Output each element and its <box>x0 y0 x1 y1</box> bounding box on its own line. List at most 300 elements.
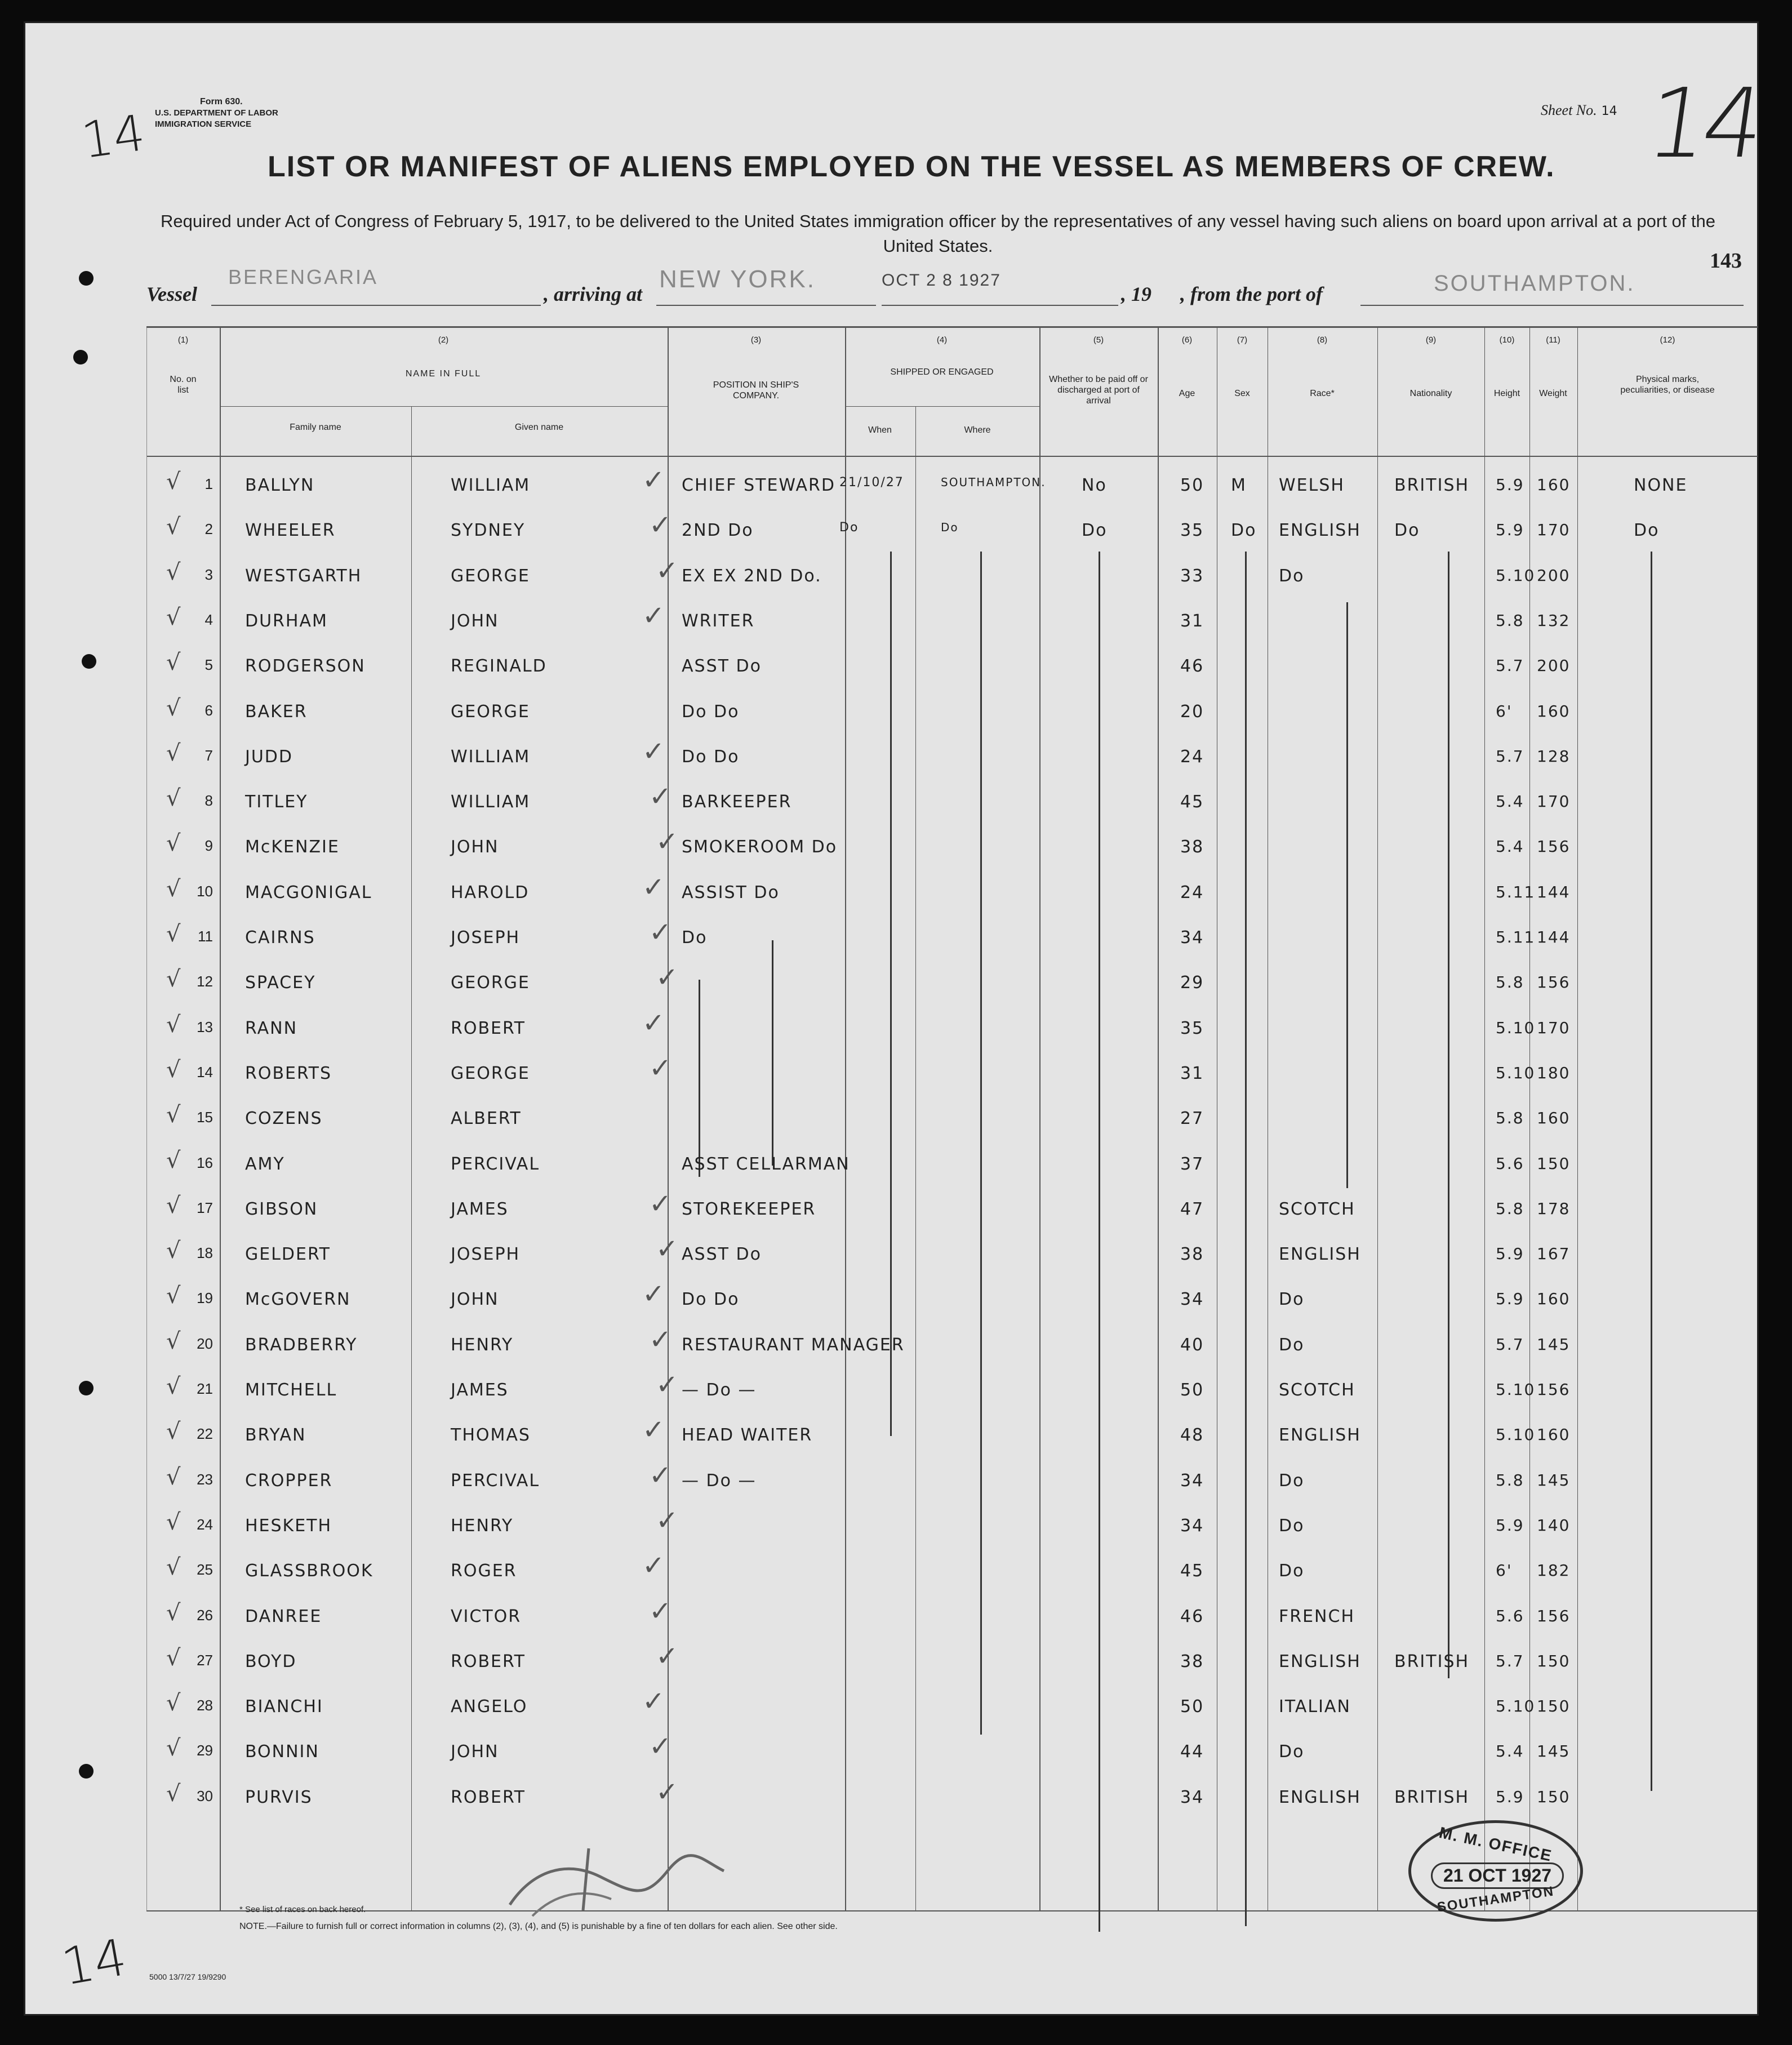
large-sheet-number: 14 <box>1640 68 1767 180</box>
age-cell: 31 <box>1180 1063 1204 1083</box>
header-given-name: Given name <box>514 423 564 432</box>
height-cell: 5.10 <box>1496 1380 1536 1399</box>
age-cell: 29 <box>1180 973 1204 993</box>
row-number-cell: 8 <box>204 792 213 810</box>
family-name-cell: BRYAN <box>245 1425 306 1446</box>
row-checkmark-icon: √ <box>166 1735 181 1762</box>
row-checkmark-icon: √ <box>166 650 181 676</box>
column-number: (9) <box>1425 335 1437 345</box>
column-number: (11) <box>1546 335 1560 345</box>
punch-hole <box>73 350 88 364</box>
family-name-cell: ROBERTS <box>245 1063 332 1083</box>
height-cell: 5.9 <box>1496 1515 1524 1535</box>
stamp-date: 21 OCT 1927 <box>1431 1862 1564 1889</box>
height-cell: 5.9 <box>1496 1787 1524 1806</box>
col-rule <box>1529 328 1530 1911</box>
row-number-cell: 3 <box>204 566 213 583</box>
age-cell: 45 <box>1180 792 1204 812</box>
sex-cell: Do <box>1231 521 1257 541</box>
family-name-cell: COZENS <box>245 1109 323 1129</box>
family-name-cell: SPACEY <box>245 973 316 993</box>
given-name-cell: JOSEPH <box>451 1244 521 1265</box>
age-cell: 34 <box>1180 928 1204 948</box>
age-cell: 50 <box>1180 1380 1204 1400</box>
race-cell: Do <box>1279 1561 1305 1581</box>
col-rule <box>845 328 846 1911</box>
height-cell: 5.7 <box>1496 656 1524 675</box>
header-bottom-rule <box>146 456 1758 457</box>
name-checkmark-icon: ✓ <box>656 1504 679 1536</box>
given-name-cell: WILLIAM <box>451 475 531 495</box>
department-name: U.S. DEPARTMENT OF LABOR <box>155 108 278 118</box>
weight-cell: 145 <box>1537 1742 1571 1761</box>
punch-hole <box>79 271 94 286</box>
sheet-label: Sheet No. <box>1541 102 1597 118</box>
name-checkmark-icon: ✓ <box>649 1323 672 1355</box>
name-checkmark-icon: ✓ <box>642 1550 665 1582</box>
race-cell: Do <box>1279 566 1305 586</box>
column-number: (5) <box>1093 335 1104 345</box>
weight-cell: 160 <box>1537 1425 1571 1444</box>
position-cell: ASST Do <box>682 656 762 677</box>
weight-cell: 156 <box>1537 837 1571 856</box>
arrival-date: OCT 2 8 1927 <box>882 271 1001 290</box>
row-number-cell: 9 <box>204 837 213 855</box>
race-cell: SCOTCH <box>1279 1199 1355 1219</box>
row-checkmark-icon: √ <box>166 1599 181 1626</box>
name-checkmark-icon: ✓ <box>642 1278 665 1310</box>
crew-table <box>146 326 1758 1932</box>
weight-cell: 156 <box>1537 973 1571 992</box>
family-name-cell: McKENZIE <box>245 837 340 857</box>
age-cell: 35 <box>1180 521 1204 541</box>
weight-cell: 170 <box>1537 792 1571 811</box>
sex-cell: M <box>1231 475 1247 495</box>
stamp-top-text: M. M. OFFICE <box>1437 1824 1554 1865</box>
row-checkmark-icon: √ <box>166 875 181 902</box>
weight-cell: 160 <box>1537 701 1571 721</box>
name-checkmark-icon: ✓ <box>656 554 679 586</box>
given-name-cell: HENRY <box>451 1335 514 1355</box>
row-number-cell: 6 <box>204 701 213 719</box>
age-cell: 34 <box>1180 1470 1204 1491</box>
family-name-cell: RANN <box>245 1018 298 1038</box>
name-checkmark-icon: ✓ <box>642 1686 665 1718</box>
position-cell: CHIEF STEWARD <box>682 475 835 495</box>
family-name-cell: DANREE <box>245 1606 322 1626</box>
position-cell: ASST Do <box>682 1244 762 1265</box>
weight-cell: 145 <box>1537 1470 1571 1490</box>
height-cell: 5.9 <box>1496 475 1524 494</box>
row-number-cell: 14 <box>197 1063 213 1081</box>
height-cell: 5.7 <box>1496 746 1524 766</box>
position-cell: SMOKEROOM Do <box>682 837 838 857</box>
race-footnote: * See list of races on back hereof. <box>239 1905 366 1914</box>
vessel-underline <box>211 305 541 306</box>
age-cell: 47 <box>1180 1199 1204 1219</box>
row-number-cell: 7 <box>204 746 213 764</box>
position-cell: WRITER <box>682 611 755 631</box>
name-checkmark-icon: ✓ <box>642 464 665 496</box>
family-name-cell: JUDD <box>245 746 294 767</box>
position-cell: Do Do <box>682 746 740 767</box>
weight-cell: 144 <box>1537 928 1571 946</box>
weight-cell: 144 <box>1537 882 1571 901</box>
race-cell: ENGLISH <box>1279 1651 1361 1671</box>
column-number: (10) <box>1499 335 1515 345</box>
row-number-cell: 28 <box>197 1697 213 1714</box>
height-cell: 5.6 <box>1496 1606 1524 1625</box>
manifest-sheet <box>24 21 1767 2016</box>
weight-cell: 180 <box>1537 1063 1571 1082</box>
age-cell: 38 <box>1180 1651 1204 1671</box>
age-cell: 45 <box>1180 1561 1204 1581</box>
height-cell: 5.4 <box>1496 1742 1524 1761</box>
age-cell: 24 <box>1180 746 1204 767</box>
form-header <box>155 96 278 130</box>
row-checkmark-icon: √ <box>166 1147 181 1173</box>
row-checkmark-icon: √ <box>166 1690 181 1717</box>
header-paid-off: Whether to be paid off or discharged at port of arrival <box>1049 375 1148 406</box>
ditto-line <box>890 552 892 1436</box>
given-name-cell: SYDNEY <box>451 521 526 541</box>
name-checkmark-icon: ✓ <box>649 509 672 541</box>
given-name-cell: WILLIAM <box>451 792 531 812</box>
weight-cell: 160 <box>1537 1109 1571 1128</box>
height-cell: 5.6 <box>1496 1154 1524 1173</box>
col-rule <box>1484 328 1485 1911</box>
height-cell: 5.8 <box>1496 1470 1524 1490</box>
family-name-cell: MACGONIGAL <box>245 882 372 903</box>
height-cell: 5.11 <box>1496 882 1536 901</box>
name-checkmark-icon: ✓ <box>649 1595 672 1627</box>
weight-cell: 145 <box>1537 1335 1571 1354</box>
height-cell: 6' <box>1496 1561 1513 1580</box>
weight-cell: 200 <box>1537 566 1571 585</box>
height-cell: 5.8 <box>1496 1109 1524 1128</box>
position-cell: HEAD WAITER <box>682 1425 813 1446</box>
position-cell: ASST CELLARMAN <box>682 1154 850 1174</box>
height-cell: 5.4 <box>1496 792 1524 811</box>
position-cell: — Do — <box>682 1380 757 1400</box>
name-checkmark-icon: ✓ <box>656 962 679 994</box>
height-cell: 5.9 <box>1496 521 1524 540</box>
weight-cell: 128 <box>1537 746 1571 766</box>
arriving-label: , arriving at <box>544 283 643 305</box>
age-cell: 38 <box>1180 837 1204 857</box>
column-number: (8) <box>1317 335 1328 345</box>
ditto-line <box>1245 552 1247 1926</box>
row-number-cell: 11 <box>198 928 213 945</box>
given-name-cell: JOSEPH <box>451 928 521 948</box>
given-name-cell: GEORGE <box>451 566 530 586</box>
column-number: (6) <box>1181 335 1193 345</box>
given-name-cell: GEORGE <box>451 973 530 993</box>
given-name-cell: WILLIAM <box>451 746 531 767</box>
weight-cell: 170 <box>1537 1018 1571 1037</box>
row-checkmark-icon: √ <box>166 1011 181 1038</box>
nationality-cell: Do <box>1394 521 1420 541</box>
row-number-cell: 20 <box>197 1335 213 1352</box>
punch-hole <box>82 654 96 669</box>
age-cell: 46 <box>1180 656 1204 677</box>
col-rule <box>1158 328 1159 1911</box>
row-number-cell: 5 <box>204 656 213 674</box>
nationality-cell: BRITISH <box>1394 475 1470 495</box>
race-cell: ENGLISH <box>1279 521 1361 541</box>
weight-cell: 200 <box>1537 656 1571 675</box>
given-name-cell: JAMES <box>451 1380 509 1400</box>
family-name-cell: PURVIS <box>245 1787 313 1807</box>
position-cell: — Do — <box>682 1470 757 1491</box>
header-position: POSITION IN SHIP'S COMPANY. <box>713 380 799 401</box>
weight-cell: 160 <box>1537 475 1571 494</box>
corner-sheet-mark: 14 <box>78 103 149 170</box>
shipped-when-cell: 21/10/27 <box>839 475 904 490</box>
weight-cell: 167 <box>1537 1244 1571 1264</box>
from-underline <box>1360 305 1744 306</box>
row-number-cell: 30 <box>197 1787 213 1804</box>
position-cell: Do <box>682 928 708 948</box>
given-name-cell: ROBERT <box>451 1787 526 1807</box>
name-checkmark-icon: ✓ <box>656 1776 679 1808</box>
race-cell: Do <box>1279 1335 1305 1355</box>
row-number-cell: 10 <box>197 882 213 900</box>
row-checkmark-icon: √ <box>166 469 181 495</box>
name-checkmark-icon: ✓ <box>642 735 665 767</box>
col-rule <box>146 328 147 1911</box>
family-name-cell: GELDERT <box>245 1244 331 1265</box>
weight-cell: 170 <box>1537 521 1571 540</box>
height-cell: 5.9 <box>1496 1290 1524 1309</box>
row-number-cell: 18 <box>197 1244 213 1262</box>
age-cell: 27 <box>1180 1109 1204 1129</box>
age-cell: 31 <box>1180 611 1204 631</box>
position-cell: ASSIST Do <box>682 882 780 903</box>
weight-cell: 178 <box>1537 1199 1571 1218</box>
punch-hole <box>79 1764 94 1779</box>
age-cell: 20 <box>1180 701 1204 722</box>
weight-cell: 150 <box>1537 1787 1571 1806</box>
paid-off-cell: Do <box>1082 521 1108 541</box>
column-number: (1) <box>177 335 189 345</box>
family-name-cell: RODGERSON <box>245 656 366 677</box>
family-name-cell: GIBSON <box>245 1199 318 1219</box>
row-checkmark-icon: √ <box>166 1464 181 1490</box>
year-label: , 19 <box>1121 283 1151 305</box>
family-name-cell: WESTGARTH <box>245 566 362 586</box>
ditto-line <box>772 940 773 1166</box>
height-cell: 5.7 <box>1496 1651 1524 1670</box>
race-cell: Do <box>1279 1290 1305 1310</box>
col-rule <box>1039 328 1040 1911</box>
row-checkmark-icon: √ <box>166 1419 181 1445</box>
position-cell: BARKEEPER <box>682 792 792 812</box>
ditto-line <box>1651 552 1652 1791</box>
name-checkmark-icon: ✓ <box>642 1007 665 1039</box>
age-cell: 44 <box>1180 1742 1204 1762</box>
column-number: (3) <box>750 335 762 345</box>
name-checkmark-icon: ✓ <box>642 599 665 632</box>
age-cell: 38 <box>1180 1244 1204 1265</box>
family-name-cell: BRADBERRY <box>245 1335 358 1355</box>
age-cell: 33 <box>1180 566 1204 586</box>
age-cell: 48 <box>1180 1425 1204 1446</box>
position-cell: STOREKEEPER <box>682 1199 816 1219</box>
family-name-cell: MITCHELL <box>245 1380 337 1400</box>
row-checkmark-icon: √ <box>166 1283 181 1309</box>
row-checkmark-icon: √ <box>166 695 181 721</box>
ditto-line <box>699 980 700 1177</box>
row-checkmark-icon: √ <box>166 785 181 812</box>
row-checkmark-icon: √ <box>166 1644 181 1671</box>
row-checkmark-icon: √ <box>166 1328 181 1354</box>
given-name-cell: JOHN <box>451 837 499 857</box>
name-checkmark-icon: ✓ <box>656 826 679 858</box>
row-checkmark-icon: √ <box>166 1373 181 1399</box>
physical-marks-cell: NONE <box>1634 475 1688 495</box>
age-cell: 50 <box>1180 475 1204 495</box>
penalty-note: NOTE.—Failure to furnish full or correct information in columns (2), (3), (4), and (5) is punishable by a fine of ten dollars for each alien. See other side. <box>239 1922 838 1931</box>
age-cell: 34 <box>1180 1290 1204 1310</box>
date-underline <box>882 305 1118 306</box>
given-name-cell: GEORGE <box>451 701 530 722</box>
family-name-cell: WHEELER <box>245 521 336 541</box>
height-cell: 6' <box>1496 701 1513 721</box>
height-cell: 5.10 <box>1496 1425 1536 1444</box>
age-cell: 46 <box>1180 1606 1204 1626</box>
row-checkmark-icon: √ <box>166 1780 181 1807</box>
row-checkmark-icon: √ <box>166 966 181 993</box>
row-number-cell: 22 <box>197 1425 213 1443</box>
weight-cell: 150 <box>1537 1651 1571 1670</box>
name-checkmark-icon: ✓ <box>649 1188 672 1220</box>
row-checkmark-icon: √ <box>166 830 181 857</box>
col-rule <box>411 406 412 1910</box>
height-cell: 5.8 <box>1496 611 1524 630</box>
shipped-when-cell: Do <box>839 521 859 535</box>
vessel-name: BERENGARIA <box>228 265 379 288</box>
arrival-underline <box>656 305 876 306</box>
name-checkmark-icon: ✓ <box>649 781 672 813</box>
row-number-cell: 16 <box>197 1154 213 1171</box>
given-name-cell: ANGELO <box>451 1697 528 1717</box>
col-rule <box>1377 328 1378 1911</box>
row-number-cell: 29 <box>197 1742 213 1759</box>
row-number-cell: 25 <box>197 1561 213 1579</box>
vessel-label: Vessel <box>146 283 197 305</box>
shipped-subheader-rule <box>845 406 1039 407</box>
race-cell: Do <box>1279 1470 1305 1491</box>
header-weight: Weight <box>1539 389 1567 398</box>
height-cell: 5.8 <box>1496 1199 1524 1218</box>
name-checkmark-icon: ✓ <box>656 1640 679 1672</box>
header-sex: Sex <box>1234 389 1250 398</box>
mm-office-stamp <box>1408 1820 1583 1922</box>
header-age: Age <box>1179 389 1195 398</box>
row-checkmark-icon: √ <box>166 1509 181 1535</box>
row-checkmark-icon: √ <box>166 1554 181 1581</box>
col-rule <box>915 406 916 1910</box>
page-title: LIST OR MANIFEST OF ALIENS EMPLOYED ON THE VESSEL AS MEMBERS OF CREW. <box>268 150 1555 183</box>
column-number: (12) <box>1660 335 1675 345</box>
race-cell: Do <box>1279 1742 1305 1762</box>
row-number-cell: 21 <box>197 1380 213 1397</box>
family-name-cell: BONNIN <box>245 1742 319 1762</box>
given-name-cell: ALBERT <box>451 1109 522 1129</box>
service-name: IMMIGRATION SERVICE <box>155 119 252 129</box>
weight-cell: 160 <box>1537 1290 1571 1309</box>
given-name-cell: JOHN <box>451 1290 499 1310</box>
row-checkmark-icon: √ <box>166 559 181 585</box>
row-number-cell: 26 <box>197 1606 213 1624</box>
column-number: (4) <box>936 335 948 345</box>
given-name-cell: HENRY <box>451 1515 514 1536</box>
given-name-cell: PERCIVAL <box>451 1470 540 1491</box>
from-port-label: , from the port of <box>1180 283 1323 305</box>
header-where: Where <box>964 425 991 435</box>
header-when: When <box>868 425 892 435</box>
given-name-cell: HAROLD <box>451 882 530 903</box>
punch-hole <box>79 1381 94 1395</box>
row-checkmark-icon: √ <box>166 604 181 630</box>
shipped-where-cell: SOUTHAMPTON. <box>941 475 1046 489</box>
header-physical-marks: Physical marks, peculiarities, or disease <box>1620 375 1715 395</box>
name-checkmark-icon: ✓ <box>642 871 665 903</box>
height-cell: 5.11 <box>1496 928 1536 946</box>
race-cell: ENGLISH <box>1279 1425 1361 1446</box>
name-checkmark-icon: ✓ <box>649 917 672 948</box>
name-checkmark-icon: ✓ <box>649 1459 672 1491</box>
family-name-cell: AMY <box>245 1154 285 1174</box>
given-name-cell: PERCIVAL <box>451 1154 540 1174</box>
row-checkmark-icon: √ <box>166 1102 181 1128</box>
nationality-cell: BRITISH <box>1394 1651 1470 1671</box>
height-cell: 5.10 <box>1496 566 1536 585</box>
family-name-cell: BIANCHI <box>245 1697 323 1717</box>
height-cell: 5.10 <box>1496 1018 1536 1037</box>
given-name-cell: REGINALD <box>451 656 547 677</box>
row-number-cell: 27 <box>197 1651 213 1669</box>
age-cell: 24 <box>1180 882 1204 903</box>
family-name-cell: DURHAM <box>245 611 328 631</box>
race-cell: FRENCH <box>1279 1606 1355 1626</box>
sheet-number <box>1541 102 1617 119</box>
sheet-value: 14 <box>1601 104 1617 118</box>
weight-cell: 150 <box>1537 1154 1571 1173</box>
row-checkmark-icon: √ <box>166 740 181 766</box>
weight-cell: 140 <box>1537 1515 1571 1535</box>
page-subtitle: Required under Act of Congress of February 5, 1917, to be delivered to the United States immigration officer by the representatives of any vessel having such aliens on board upon arrival at a port of the United States. <box>160 211 1715 256</box>
nationality-cell: BRITISH <box>1394 1787 1470 1807</box>
row-number-cell: 15 <box>197 1109 213 1126</box>
age-cell: 35 <box>1180 1018 1204 1038</box>
shipped-where-cell: Do <box>941 521 959 535</box>
race-cell: ITALIAN <box>1279 1697 1351 1717</box>
departure-port: SOUTHAMPTON. <box>1434 271 1635 296</box>
family-name-cell: HESKETH <box>245 1515 332 1536</box>
col-rule <box>220 328 221 1911</box>
family-name-cell: McGOVERN <box>245 1290 351 1310</box>
header-no-on-list: No. on list <box>170 375 197 395</box>
header-name-in-full: NAME IN FULL <box>405 369 482 379</box>
margin-sheet-mark: 14 <box>57 1927 131 1998</box>
row-checkmark-icon: √ <box>166 1056 181 1083</box>
family-name-cell: BAKER <box>245 701 308 722</box>
height-cell: 5.10 <box>1496 1063 1536 1082</box>
family-name-cell: GLASSBROOK <box>245 1561 373 1581</box>
given-name-cell: JOHN <box>451 611 499 631</box>
